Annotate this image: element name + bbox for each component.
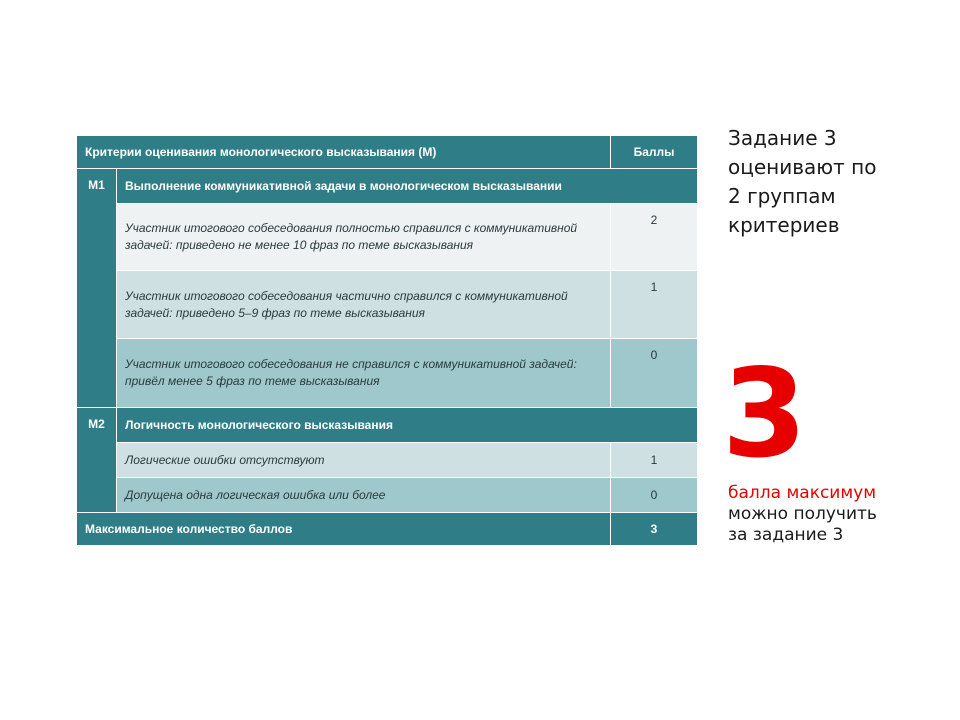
criteria-column-header: Критерии оценивания монологического высказывания (М) <box>77 136 611 169</box>
criterion-points: 1 <box>611 271 698 339</box>
criterion-points: 1 <box>611 443 698 478</box>
note-line: критериев <box>728 213 840 237</box>
max-points-label: Максимальное количество баллов <box>77 513 611 546</box>
max-points-value: 3 <box>611 513 698 546</box>
note-line: Задание 3 <box>728 126 837 150</box>
note-line: 2 группам <box>728 184 836 208</box>
table-row <box>77 443 698 478</box>
note-line: оценивают по <box>728 155 877 179</box>
criterion-title-m1: Выполнение коммуникативной задачи в монологическом высказывании <box>117 169 698 204</box>
criterion-description: Участник итогового собеседования не справился с коммуникативной задачей: привёл менее 5 фраз по теме высказывания <box>117 339 611 408</box>
criteria-table <box>76 135 698 546</box>
caption-line: можно получить <box>728 504 877 524</box>
caption-highlight: балла максимум <box>728 483 877 503</box>
task-note <box>728 124 948 240</box>
criterion-title-m2: Логичность монологического высказывания <box>117 408 698 443</box>
table-row <box>77 478 698 513</box>
criterion-description: Логические ошибки отсутствуют <box>117 443 611 478</box>
criterion-description: Допущена одна логическая ошибка или более <box>117 478 611 513</box>
group-row-m1 <box>77 169 698 204</box>
criterion-description: Участник итогового собеседования частично справился с коммуникативной задачей: приведено 5–9 фраз по теме высказывания <box>117 271 611 339</box>
table-row <box>77 339 698 408</box>
caption-line: за задание 3 <box>728 525 844 545</box>
criterion-description: Участник итогового собеседования полностью справился с коммуникативной задачей: приведено не менее 10 фраз по теме высказывания <box>117 204 611 271</box>
group-row-m2 <box>77 408 698 443</box>
table-row <box>77 204 698 271</box>
table-row <box>77 271 698 339</box>
criterion-points: 0 <box>611 478 698 513</box>
max-score-caption <box>728 483 953 546</box>
criterion-code-m1: М1 <box>77 169 117 408</box>
criterion-points: 2 <box>611 204 698 271</box>
criterion-points: 0 <box>611 339 698 408</box>
max-points-row <box>77 513 698 546</box>
table-header-row <box>77 136 698 169</box>
max-score-number: 3 <box>722 343 807 485</box>
criterion-code-m2: М2 <box>77 408 117 513</box>
points-column-header: Баллы <box>611 136 698 169</box>
